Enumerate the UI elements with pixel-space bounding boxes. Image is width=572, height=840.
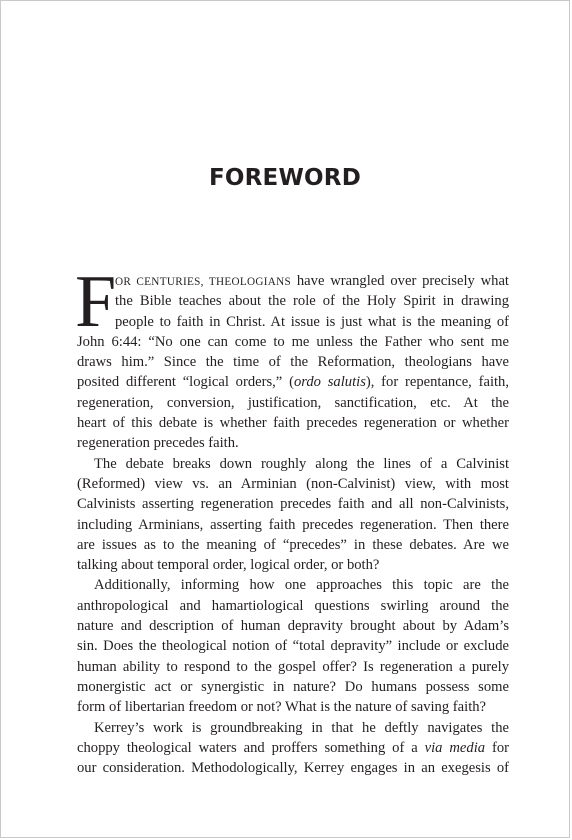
text-line: are issues as to the meaning of “precedes” in these debates. Are we	[77, 536, 509, 553]
text-line: choppy theological waters and proffers something of a via media for	[77, 739, 509, 756]
text-line: anthropological and hamartiological questions swirling around the	[77, 597, 509, 614]
body-text	[75, 261, 509, 778]
text-line: regeneration, conversion, justification, sanctification, etc. At the	[77, 394, 509, 411]
text-line: talking about temporal order, logical order, or both?	[77, 557, 380, 574]
text-line: draws him.” Since the time of the Reformation, theologians have	[77, 354, 509, 371]
chapter-title: FOREWORD	[208, 165, 361, 191]
text-line: the Bible teaches about the role of the Holy Spirit in drawing	[115, 293, 509, 310]
text-line: John 6:44: “No one can come to me unless the Father who sent me	[77, 333, 509, 350]
text-line: including Arminians, asserting faith precedes regeneration. Then there	[77, 516, 509, 533]
text-line: sin. Does the theological notion of “total depravity” include or exclude	[77, 638, 509, 655]
text-line: monergistic act or synergistic in nature? Do humans possess some	[77, 678, 509, 695]
text-line: our consideration. Methodologically, Kerrey engages in an exegesis of	[77, 760, 509, 777]
small-caps-lead: OR CENTURIES, THEOLOGIANS	[115, 276, 292, 288]
text-line: heart of this debate is whether faith precedes regeneration or whether	[77, 415, 509, 432]
italic-term: via media	[424, 739, 486, 756]
text-line: nature and description of human depravity brought about by Adam’s	[77, 618, 509, 635]
text-line: OR CENTURIES, THEOLOGIANS have wrangled over precisely what	[115, 273, 509, 289]
text-line: The debate breaks down roughly along the lines of a Calvinist	[94, 455, 509, 472]
text-line: people to faith in Christ. At issue is just what is the meaning of	[115, 313, 509, 330]
drop-cap: F	[75, 261, 117, 343]
text-line: human ability to respond to the gospel offer? Is regeneration a purely	[77, 658, 509, 675]
text-line: (Reformed) view vs. an Arminian (non-Calvinist) view, with most	[77, 475, 509, 492]
text-line: form of libertarian freedom or not? What is the nature of saving faith?	[77, 699, 487, 716]
text-line: regeneration precedes faith.	[77, 435, 239, 452]
text-line: posited different “logical orders,” (ordo salutis), for repentance, faith,	[77, 374, 509, 391]
italic-term: ordo salutis	[293, 374, 366, 391]
text-line: Additionally, informing how one approaches this topic are the	[94, 577, 509, 594]
text-line: Kerrey’s work is groundbreaking in that he deftly navigates the	[94, 719, 509, 736]
text-line: Calvinists asserting regeneration precedes faith and all non-Calvinists,	[77, 496, 509, 513]
